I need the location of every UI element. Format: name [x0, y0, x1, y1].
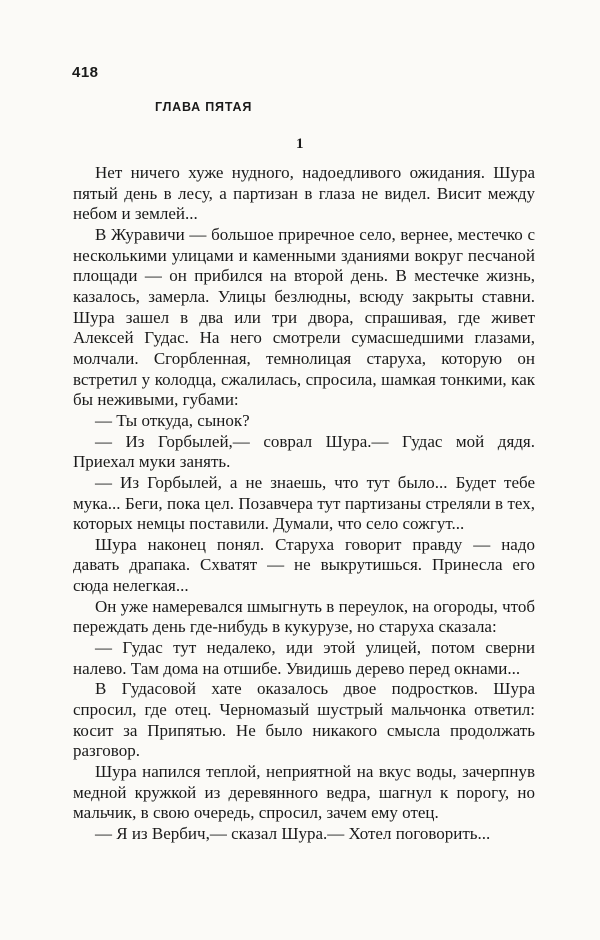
page-number: 418	[72, 64, 99, 81]
paragraph: Нет ничего хуже нудного, надоедливого ожидания. Шура пятый день в лесу, а партизан в глаза не видел. Висит между небом и землей...	[73, 163, 535, 224]
paragraph: Шура напился теплой, неприятной на вкус воды, зачерпнув медной кружкой из деревянного ведра, шагнул к порогу, но мальчик, в свою очередь, спросил, зачем ему отец.	[73, 762, 535, 823]
section-number: 1	[296, 136, 304, 152]
paragraph: — Из Горбылей,— соврал Шура.— Гудас мой дядя. Приехал муки занять.	[73, 431, 535, 472]
paragraph: — Из Горбылей, а не знаешь, что тут было... Будет тебе мука... Беги, пока цел. Позавчера тут партизаны стреляли в тех, которых немцы поставили. Думали, что село сожгут...	[73, 472, 535, 534]
paragraph: В Гудасовой хате оказалось двое подростков. Шура спросил, где отец. Черномазый шустрый мальчонка ответил: косит за Припятью. Не было никакого смысла продолжать разговор.	[73, 679, 535, 761]
chapter-title: ГЛАВА ПЯТАЯ	[155, 100, 253, 114]
paragraph: Шура наконец понял. Старуха говорит правду — надо давать драпака. Схватят — не выкрутишься. Принесла его сюда нелегкая...	[73, 534, 535, 596]
body-text	[73, 163, 535, 845]
paragraph: — Гудас тут недалеко, иди этой улицей, потом сверни налево. Там дома на отшибе. Увидишь дерево перед окнами...	[73, 638, 535, 678]
paragraph: В Журавичи — большое приречное село, вернее, местечко с несколькими улицами и каменными зданиями вокруг песчаной площади — он прибился на второй день. В местечке жизнь, казалось, замерла. Улицы безлюдны, всюду закрыты ставни. Шура зашел в два или три двора, спрашивая, где живет Алексей Гудас. На него смотрели сумасшедшими глазами, молчали. Сгорбленная, темнолицая старуха, которую он встретил у колодца, сжалилась, спросила, шамкая тонкими, как бы неживыми, губами:	[73, 224, 535, 410]
paragraph: Он уже намеревался шмыгнуть в переулок, на огороды, чтоб переждать день где-нибудь в кукурузе, но старуха сказала:	[73, 596, 535, 637]
paragraph: — Я из Вербич,— сказал Шура.— Хотел поговорить...	[95, 824, 491, 843]
paragraph: — Ты откуда, сынок?	[95, 410, 250, 430]
